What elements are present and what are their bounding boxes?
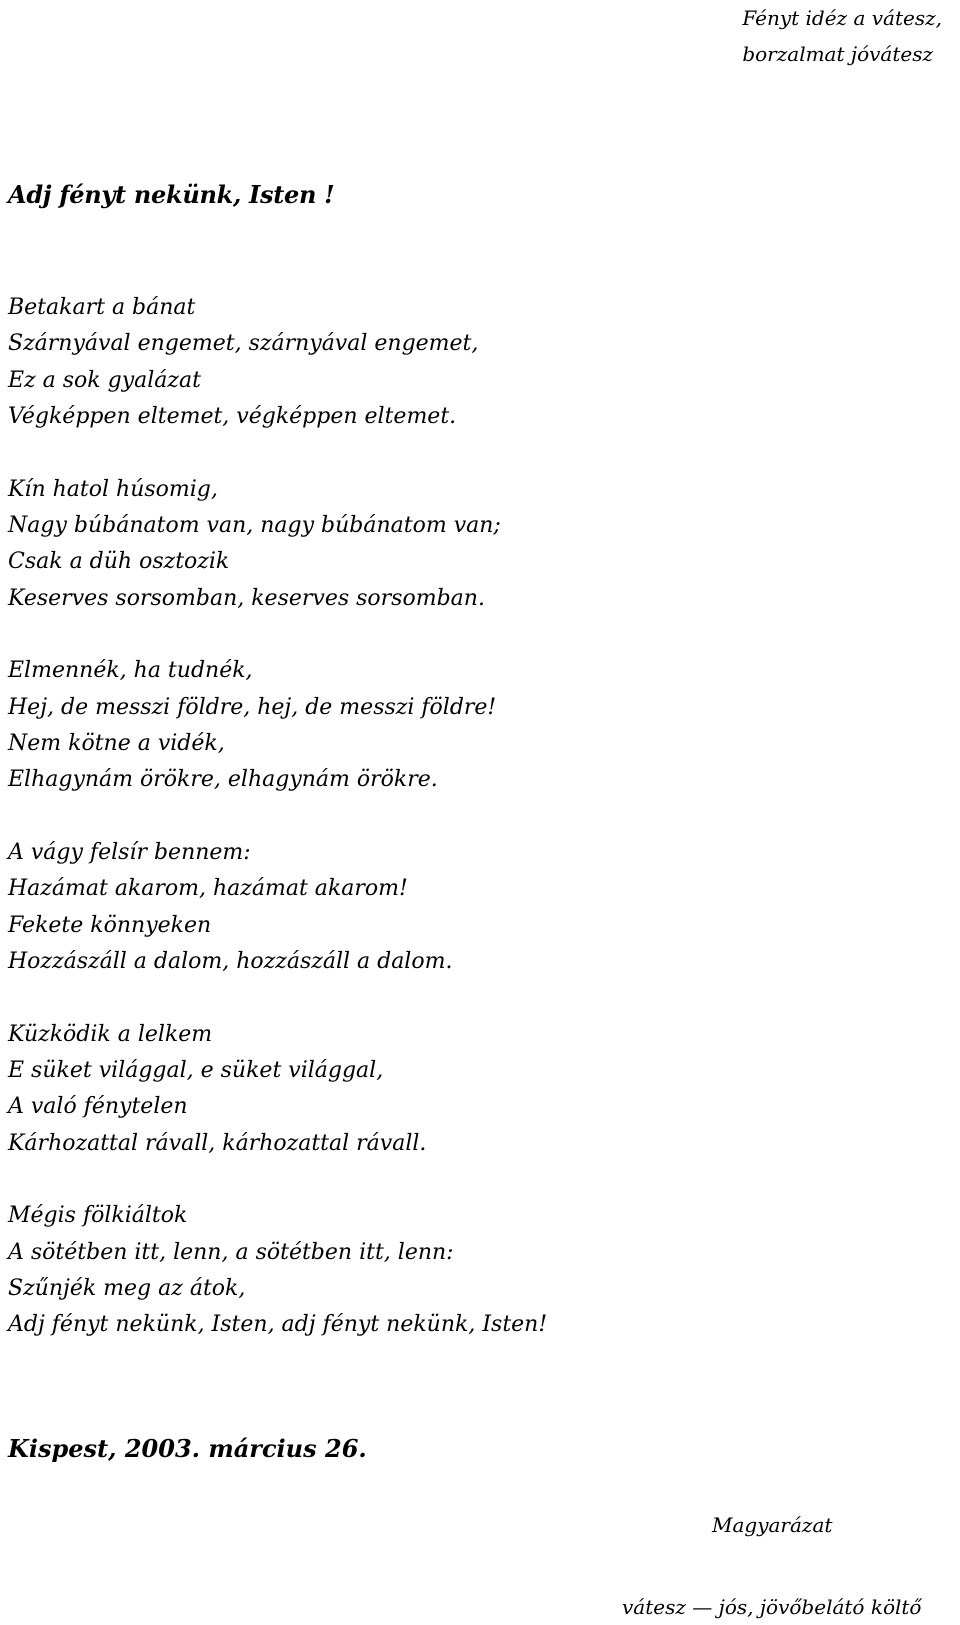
poem-title: Adj fényt nekünk, Isten !	[8, 180, 335, 209]
epigraph-line: Fényt idéz a vátesz,	[742, 6, 942, 30]
verse-line: Szűnjék meg az átok,	[8, 1275, 246, 1301]
verse-line: Szárnyával engemet, szárnyával engemet,	[8, 331, 479, 357]
verse-line: E süket világgal, e süket világgal,	[8, 1057, 384, 1083]
glossary-term: vátesz	[622, 1595, 686, 1619]
verse-line: Mégis fölkiáltok	[8, 1203, 188, 1229]
verse-line: Hej, de messzi földre, hej, de messzi földre!	[8, 694, 497, 720]
verse-line: Kárhozattal rávall, kárhozattal rávall.	[8, 1130, 427, 1156]
note-heading: Magyarázat	[712, 1513, 833, 1537]
verse-line: Csak a düh osztozik	[8, 549, 230, 575]
verse-line: A sötétben itt, lenn, a sötétben itt, lenn:	[8, 1239, 454, 1265]
verse-line: Végképpen eltemet, végképpen eltemet.	[8, 404, 457, 430]
verse-line: Betakart a bánat	[8, 295, 196, 320]
verse-line: Elhagynám örökre, elhagynám örökre.	[8, 767, 438, 793]
verse-line: Elmennék, ha tudnék,	[8, 658, 253, 684]
verse-line: Nagy búbánatom van, nagy búbánatom van;	[8, 513, 501, 539]
verse-line: A való fénytelen	[8, 1094, 188, 1120]
verse-line: Küzködik a lelkem	[8, 1021, 213, 1047]
verse-line: Ez a sok gyalázat	[8, 367, 201, 393]
verse-line: A vágy felsír bennem:	[8, 839, 251, 865]
epigraph	[742, 0, 942, 72]
glossary-dash: —	[692, 1595, 713, 1619]
verse-line: Fekete könnyeken	[8, 912, 212, 938]
verse-line: Hazámat akarom, hazámat akarom!	[8, 876, 408, 902]
epigraph-line: borzalmat jóvátesz	[742, 42, 934, 66]
verse-line: Hozzászáll a dalom, hozzászáll a dalom.	[8, 949, 453, 975]
stanza	[8, 1017, 547, 1163]
verse-line: Keserves sorsomban, keserves sorsomban.	[8, 585, 485, 611]
glossary-definition: jós, jövőbelátó költő	[718, 1595, 922, 1619]
verse-line: Nem kötne a vidék,	[8, 731, 225, 757]
glossary-entry	[622, 1592, 921, 1622]
stanza	[8, 1198, 547, 1344]
stanza	[8, 472, 547, 618]
verse-line: Kín hatol húsomig,	[8, 476, 218, 502]
stanza	[8, 835, 547, 981]
verse-line: Adj fényt nekünk, Isten, adj fényt nekünk, Isten!	[8, 1312, 548, 1338]
stanza	[8, 653, 547, 799]
place-date: Kispest, 2003. március 26.	[8, 1434, 367, 1463]
poem-body	[8, 290, 547, 1380]
stanza	[8, 290, 547, 436]
